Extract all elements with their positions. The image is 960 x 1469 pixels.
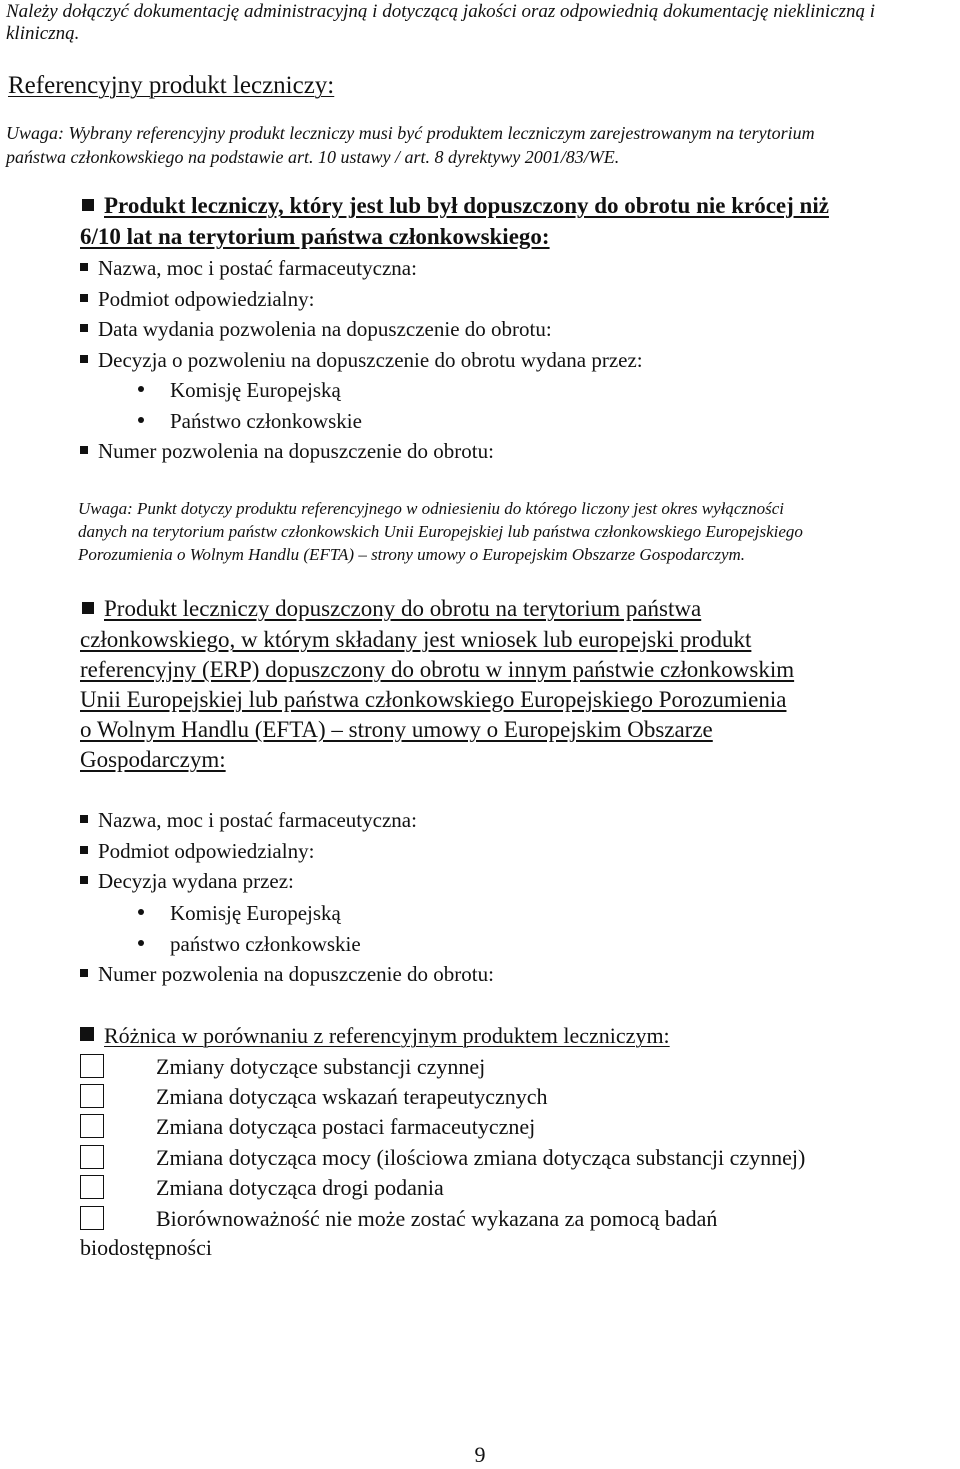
section-2-item: Decyzja wydana przez:: [80, 868, 294, 894]
square-bullet-icon: [80, 846, 88, 854]
square-bullet-icon: [80, 815, 88, 823]
section-1-item: Decyzja o pozwoleniu na dopuszczenie do obrotu wydana przez:: [80, 347, 643, 373]
square-bullet-icon: [80, 324, 88, 332]
section-1-title-line-1: Produkt leczniczy, który jest lub był dopuszczony do obrotu nie krócej niż: [82, 191, 829, 221]
checkbox[interactable]: [80, 1084, 104, 1108]
section-2-title-line-1: Produkt leczniczy dopuszczony do obrotu na terytorium państwa: [82, 594, 701, 624]
section-2-title-line-4: Unii Europejskiej lub państwa członkowskiego Europejskiego Porozumienia: [80, 687, 787, 712]
note-1-line-2: państwa członkowskiego na podstawie art. 10 ustawy / art. 8 dyrektywy 2001/83/WE.: [6, 147, 620, 167]
section-2-subitem: Komisję Europejską: [138, 900, 341, 926]
section-3-title: Różnica w porównaniu z referencyjnym produktem leczniczym:: [80, 1022, 670, 1050]
section-1-item: Numer pozwolenia na dopuszczenie do obrotu:: [80, 438, 494, 464]
square-bullet-icon: [80, 294, 88, 302]
page-heading: Referencyjny produkt leczniczy:: [8, 72, 335, 99]
round-bullet-icon: [138, 417, 144, 423]
page-number: 9: [474, 1442, 486, 1467]
section-2-item: Numer pozwolenia na dopuszczenie do obrotu:: [80, 961, 494, 987]
section-2-title-line-5: o Wolnym Handlu (EFTA) – strony umowy o Europejskim Obszarze: [80, 717, 713, 742]
checkbox[interactable]: [80, 1054, 104, 1078]
intro-line-1: Należy dołączyć dokumentację administracyjną i dotyczącą jakości oraz odpowiednią dokumentację niekliniczną i: [6, 1, 876, 22]
note-2-line-3: Porozumienia o Wolnym Handlu (EFTA) – strony umowy o Europejskim Obszarze Gospodarczym.: [78, 545, 746, 564]
round-bullet-icon: [138, 940, 144, 946]
checkbox[interactable]: [80, 1145, 104, 1169]
square-bullet-icon: [82, 199, 94, 211]
checkbox[interactable]: [80, 1114, 104, 1138]
difference-option-continuation: biodostępności: [80, 1235, 212, 1260]
checkbox[interactable]: [80, 1206, 104, 1230]
square-bullet-icon: [80, 1027, 94, 1041]
section-1-subitem: Komisję Europejską: [138, 377, 341, 403]
round-bullet-icon: [138, 386, 144, 392]
section-2-subitem: państwo członkowskie: [138, 931, 361, 957]
square-bullet-icon: [80, 263, 88, 271]
square-bullet-icon: [80, 969, 88, 977]
note-2-line-1: Uwaga: Punkt dotyczy produktu referencyjnego w odniesieniu do którego liczony jest okres wyłączności: [78, 499, 784, 518]
section-1-item: Data wydania pozwolenia na dopuszczenie do obrotu:: [80, 316, 552, 342]
round-bullet-icon: [138, 909, 144, 915]
section-2-item: Podmiot odpowiedzialny:: [80, 838, 314, 864]
section-1-subitem: Państwo członkowskie: [138, 408, 362, 434]
section-2-title-line-2: członkowskiego, w którym składany jest wniosek lub europejski produkt: [80, 627, 752, 652]
note-2-line-2: danych na terytorium państw członkowskich Unii Europejskiej lub państwa członkowskiego Europejskiego: [78, 522, 803, 541]
section-2-title-line-3: referencyjny (ERP) dopuszczony do obrotu w innym państwie członkowskim: [80, 657, 795, 682]
checkbox[interactable]: [80, 1175, 104, 1199]
square-bullet-icon: [80, 876, 88, 884]
square-bullet-icon: [82, 602, 94, 614]
section-2-title-line-6: Gospodarczym:: [80, 747, 226, 772]
section-1-item: Podmiot odpowiedzialny:: [80, 286, 314, 312]
note-1-line-1: Uwaga: Wybrany referencyjny produkt leczniczy musi być produktem leczniczym zarejestrowanym na terytorium: [6, 123, 815, 143]
intro-line-2: kliniczną.: [6, 23, 80, 44]
section-1-item: Nazwa, moc i postać farmaceutyczna:: [80, 255, 417, 281]
square-bullet-icon: [80, 446, 88, 454]
square-bullet-icon: [80, 355, 88, 363]
section-2-item: Nazwa, moc i postać farmaceutyczna:: [80, 807, 417, 833]
section-1-title-line-2: 6/10 lat na terytorium państwa członkowskiego:: [80, 224, 550, 249]
